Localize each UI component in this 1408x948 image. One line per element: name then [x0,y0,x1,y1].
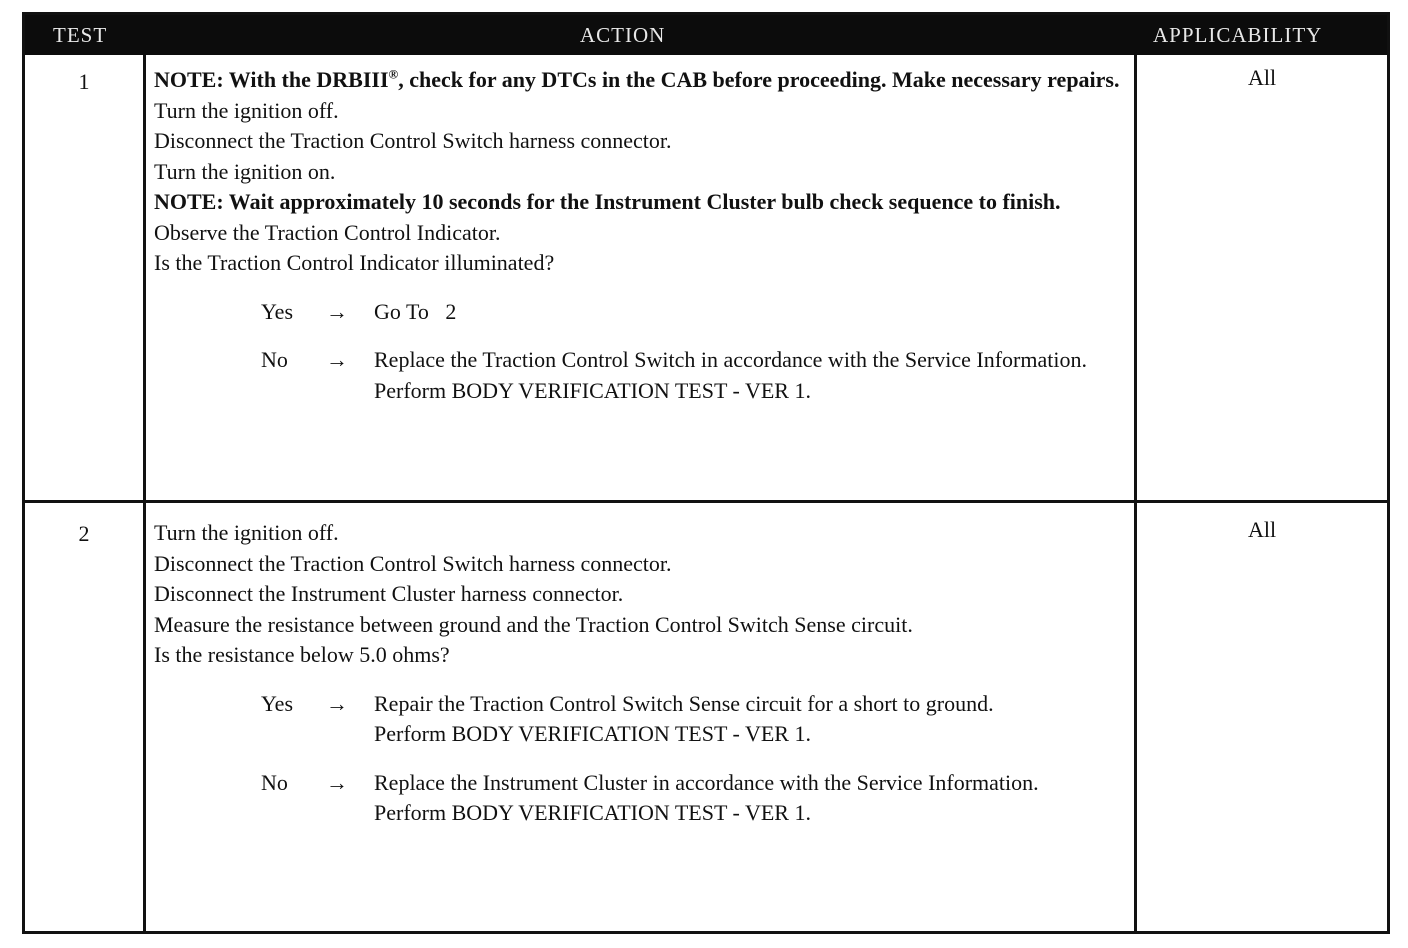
applicability-1: All [1247,65,1277,90]
column-divider [143,55,146,931]
answer-label: Yes [261,690,294,716]
step-line: Measure the resistance between ground and the Traction Control Switch Sense circuit. [154,611,913,637]
answer-no [154,345,1127,406]
header-applicability: APPLICABILITY [1153,23,1323,47]
answer-yes [154,297,1127,328]
applicability-2: All [1247,517,1277,542]
step-line: Turn the ignition off. [154,520,339,545]
action-cell-1 [154,65,1127,406]
arrow-icon: → [326,769,348,795]
question-line: Is the Traction Control Indicator illuminated? [154,250,555,275]
answer-text: Replace the Traction Control Switch in accordance with the Service Information. [374,347,1087,372]
step-line: Observe the Traction Control Indicator. [154,219,501,245]
note-bulb-check: NOTE: Wait approximately 10 seconds for the Instrument Cluster bulb check sequence to finish. [154,189,1061,214]
note-dtc-check: NOTE: With the DRBIII®, check for any DTCs in the CAB before proceeding. Make necessary repairs. [154,66,1120,92]
test-number-2: 2 [78,521,90,546]
test-number-1: 1 [78,69,90,94]
column-divider [1134,55,1137,931]
answer-label: No [261,769,288,795]
answer-text: Go To 2 [374,298,457,324]
answer-yes [154,689,1127,750]
arrow-icon: → [326,690,348,716]
step-line: Turn the ignition off. [154,97,339,123]
answer-label: No [261,347,288,372]
header-action: ACTION [580,23,666,47]
answer-label: Yes [261,298,294,324]
step-line: Turn the ignition on. [154,158,336,184]
diagnostic-table [22,12,1390,934]
answer-text: Perform BODY VERIFICATION TEST - VER 1. [374,377,811,403]
table-header [25,15,1387,55]
answer-text: Perform BODY VERIFICATION TEST - VER 1. [374,800,811,825]
step-line: Disconnect the Instrument Cluster harness connector. [154,581,624,606]
answer-text: Repair the Traction Control Switch Sense circuit for a short to ground. [374,690,994,716]
answer-text: Replace the Instrument Cluster in accordance with the Service Information. [374,769,1039,795]
arrow-icon: → [326,347,348,372]
header-test: TEST [53,23,108,47]
action-cell-2 [154,518,1127,829]
step-line: Disconnect the Traction Control Switch harness connector. [154,128,672,153]
question-line: Is the resistance below 5.0 ohms? [154,642,450,667]
arrow-icon: → [326,298,348,324]
answer-no [154,768,1127,829]
step-line: Disconnect the Traction Control Switch harness connector. [154,550,672,576]
answer-text: Perform BODY VERIFICATION TEST - VER 1. [374,721,811,746]
row-divider [25,500,1387,503]
